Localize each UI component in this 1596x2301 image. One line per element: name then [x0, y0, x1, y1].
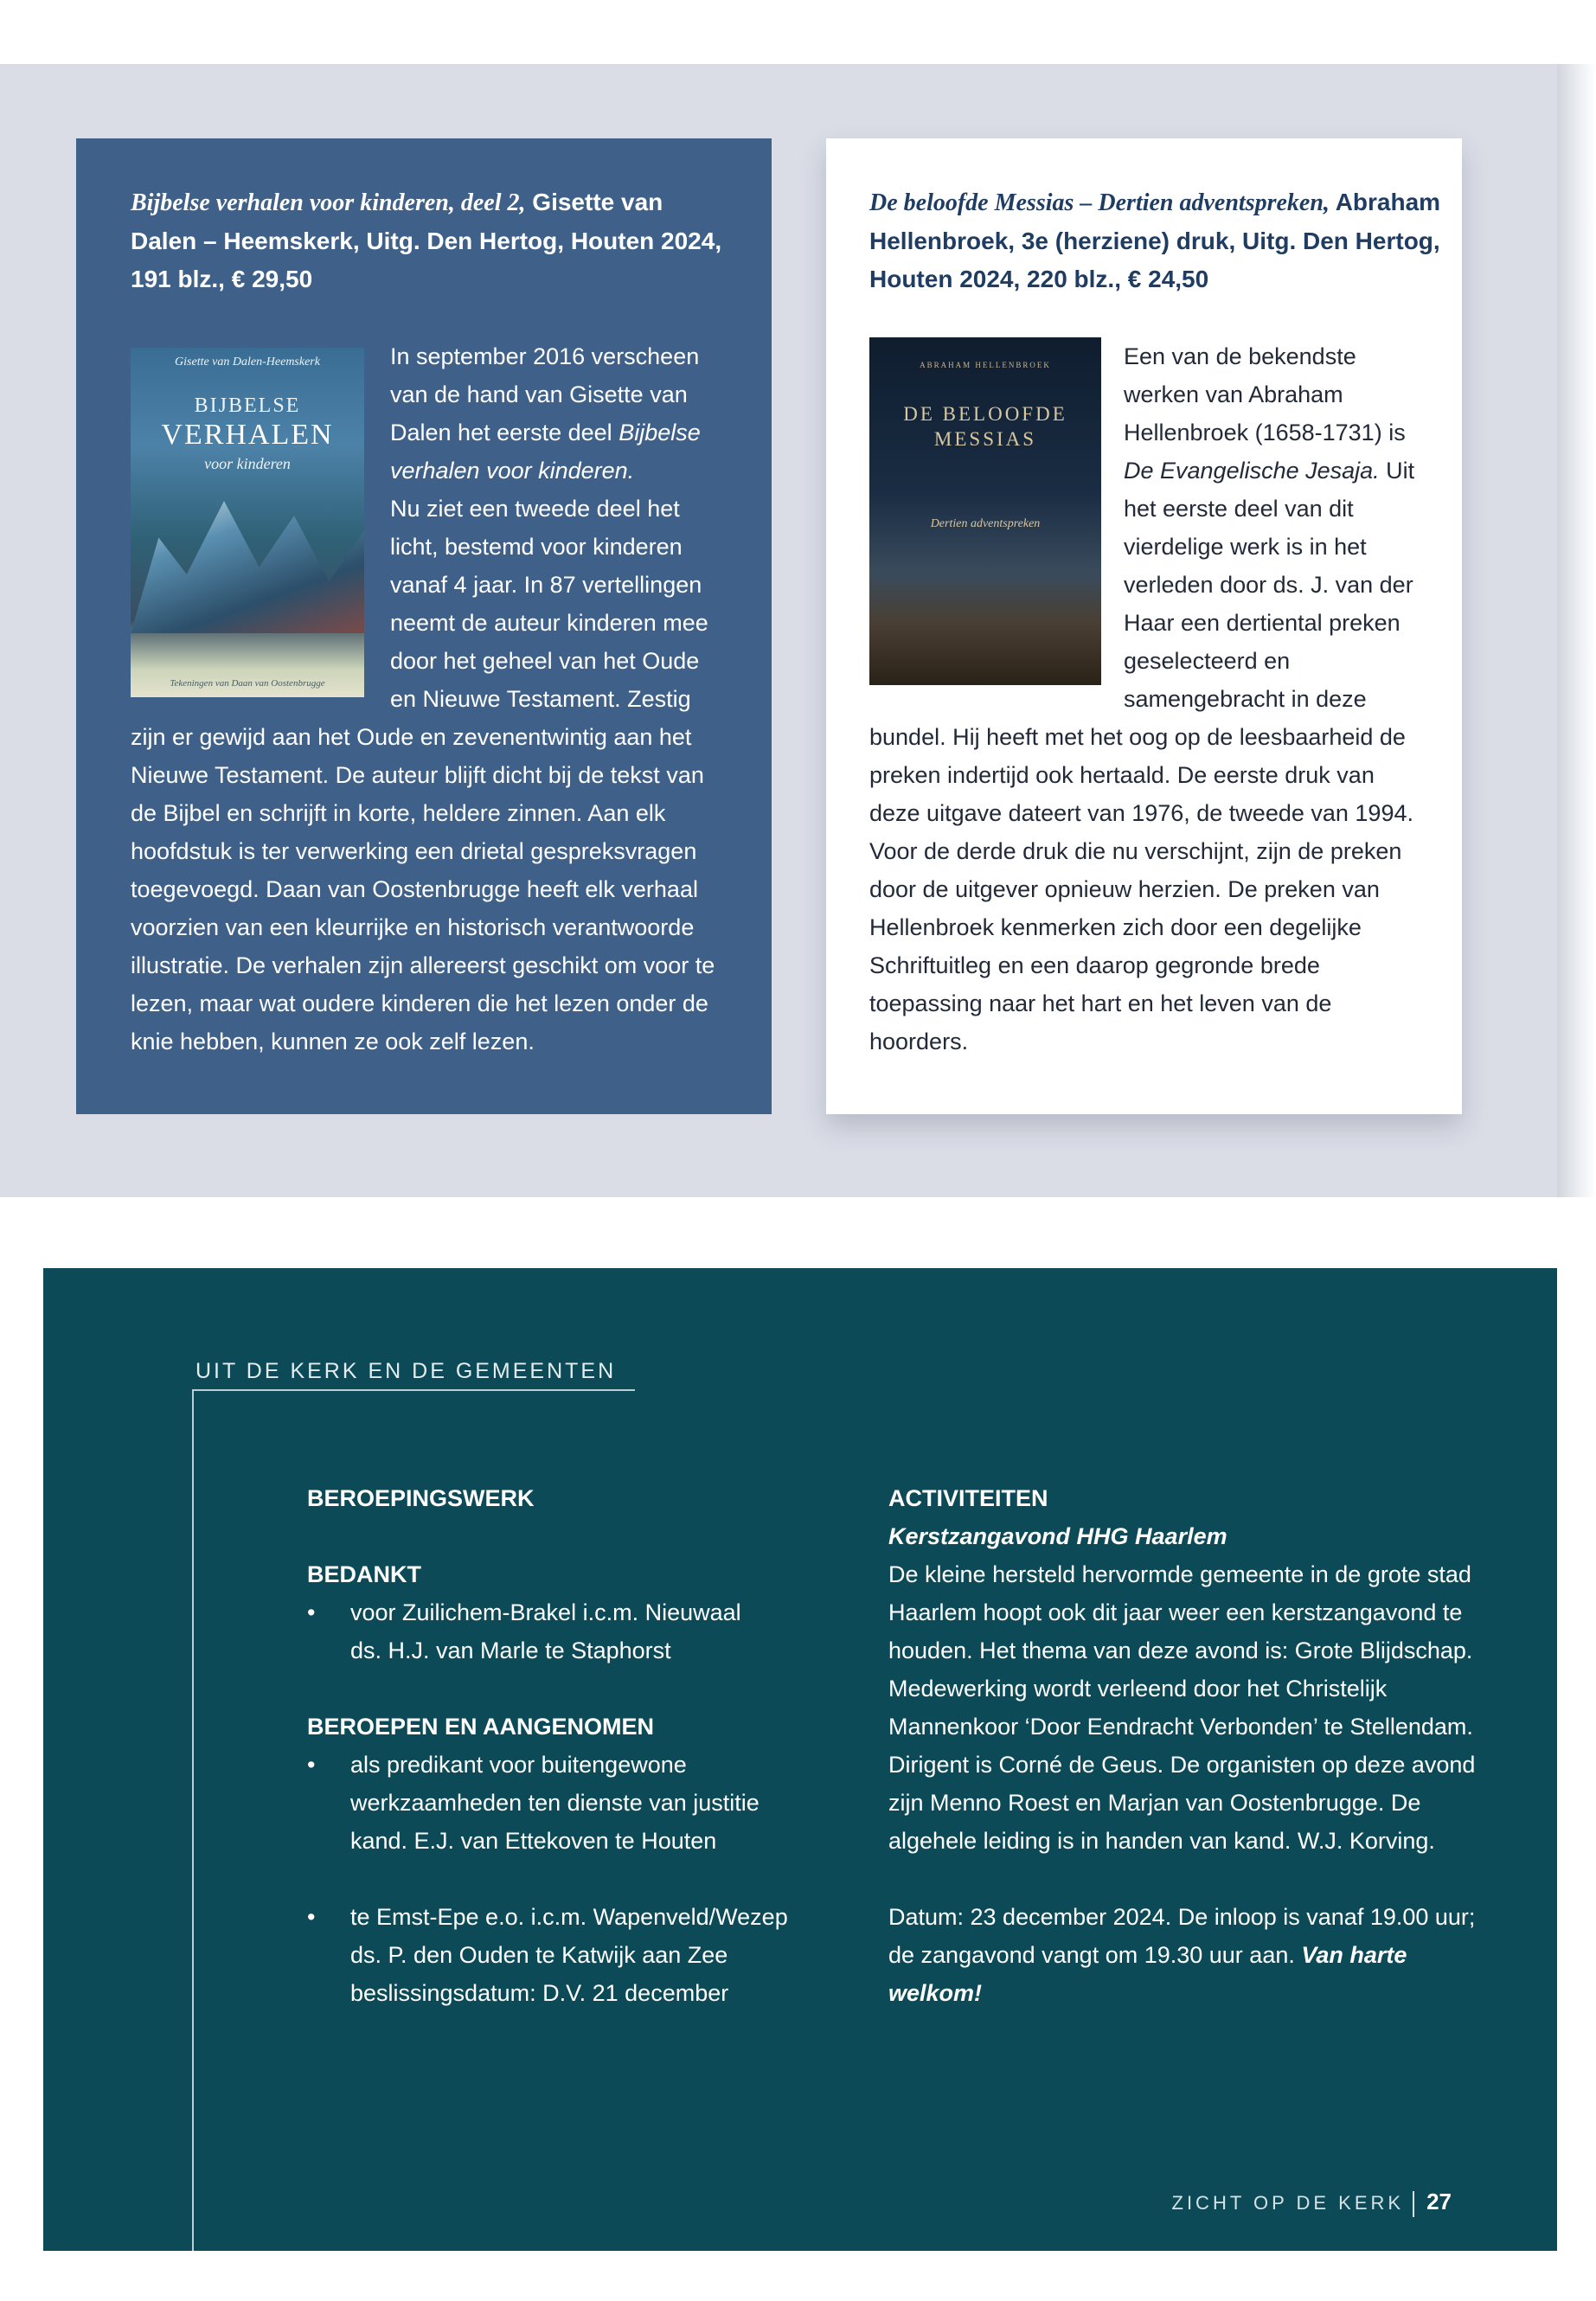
- list-item: • als predikant voor buitengewone werkzaamheden ten dienste van justitie kand. E.J. van Ettekoven te Houten: [307, 1746, 913, 1860]
- cover-author: ABRAHAM HELLENBROEK: [920, 361, 1051, 369]
- list-item-line: voor Zuilichem-Brakel i.c.m. Nieuwaal: [350, 1599, 741, 1625]
- list-item-line: werkzaamheden ten dienste van justitie: [350, 1790, 760, 1816]
- event-title: Kerstzangavond HHG Haarlem: [888, 1523, 1227, 1549]
- review-body: [131, 337, 727, 1061]
- cover-title-line1: BIJBELSE: [194, 394, 301, 417]
- activiteiten-column: [888, 1479, 1477, 2012]
- beroepen-heading: BEROEPEN EN AANGENOMEN: [307, 1714, 655, 1740]
- event-welcome: Van harte welkom!: [888, 1942, 1407, 2006]
- page-fold-shadow: [1557, 64, 1596, 1197]
- activiteiten-heading: ACTIVITEITEN: [888, 1485, 1048, 1511]
- book-title: Bijbelse verhalen voor kinderen, deel 2,: [131, 189, 526, 216]
- page-number: 27: [1426, 2189, 1452, 2214]
- list-item-line: te Emst-Epe e.o. i.c.m. Wapenveld/Wezep: [350, 1904, 788, 1930]
- list-item-line: ds. H.J. van Marle te Staphorst: [350, 1638, 671, 1663]
- list-item: • voor Zuilichem-Brakel i.c.m. Nieuwaal ds. H.J. van Marle te Staphorst: [307, 1593, 913, 1670]
- review-card-beloofde-messias: [826, 138, 1462, 1114]
- list-item-line: als predikant voor buitengewone: [350, 1752, 687, 1778]
- cover-title: DE BELOOFDE MESSIAS: [903, 403, 1067, 450]
- book-cover-image: [131, 348, 364, 697]
- review-text: Een van de bekendste werken van Abraham Hellenbroek (1658-1731) is: [1124, 343, 1406, 445]
- review-text: In september 2016 verscheen van de hand van Gisette van Dalen het eerste deel: [390, 343, 700, 445]
- review-text-continued: Nu ziet een tweede deel het licht, bestemd voor kinderen vanaf 4 jaar. In 87 vertellingen neemt de auteur kinderen mee door het geheel van het Oude en Nieuwe Testament. Zestig zijn er gewijd aan het Oude en zevenentwintig aan het Nieuwe Testament. De auteur blijft dicht bij de tekst van de Bijbel en schrijft in korte, heldere zinnen. Aan elk hoofdstuk is ter verwerking een drietal gespreksvragen toegevoegd. Daan van Oostenbrugge heeft elk verhaal voorzien van een kleurrijke en historisch verantwoorde illustratie. De verhalen zijn allereerst geschikt om voor te lezen, maar wat oudere kinderen die het lezen onder de knie hebben, kunnen ze ook zelf lezen.: [131, 496, 715, 1054]
- footer-divider: [1413, 2191, 1414, 2217]
- book-meta: Gisette van Dalen – Heemskerk, Uitg. Den Hertog, Houten 2024, 191 blz., € 29,50: [131, 189, 722, 292]
- magazine-name: ZICHT OP DE KERK: [1171, 2192, 1405, 2214]
- list-item: • te Emst-Epe e.o. i.c.m. Wapenveld/Wezep ds. P. den Ouden te Katwijk aan Zee beslissingsdatum: D.V. 21 december: [307, 1898, 913, 2012]
- review-text-continued: Uit het eerste deel van dit vierdelige werk is in het verleden door ds. J. van der Haar een dertiental preken geselecteerd en samengebracht in deze bundel. Hij heeft met het oog op de leesbaarheid de preken indertijd ook hertaald. De eerste druk van deze uitgave dateert van 1976, de tweede van 1994. Voor de derde druk die nu verschijnt, zijn de preken door de uitgever opnieuw herzien. De preken van Hellenbroek kenmerken zich door een degelijke Schriftuitleg en een daarop gegronde brede toepassing naar het hart en het leven van de hoorders.: [869, 458, 1415, 1054]
- cover-author: Gisette van Dalen-Heemskerk: [175, 356, 320, 369]
- cover-illustrator: Tekeningen van Daan van Oostenbrugge: [170, 678, 325, 689]
- book-cover-image: [869, 337, 1101, 685]
- cover-title-line2: VERHALEN: [161, 419, 334, 451]
- cover-subtitle: Dertien adventspreken: [930, 517, 1041, 530]
- section-rule-horizontal: [192, 1389, 635, 1391]
- bedankt-heading: BEDANKT: [307, 1561, 421, 1587]
- review-heading: [869, 183, 1458, 298]
- review-card-bijbelse-verhalen: [76, 138, 772, 1114]
- cover-title-line3: voor kinderen: [204, 455, 291, 472]
- event-details: [888, 1898, 1477, 2012]
- review-text-italic: Bijbelse verhalen voor kinderen.: [390, 420, 701, 484]
- section-rule-vertical: [192, 1389, 194, 2251]
- section-title: UIT DE KERK EN DE GEMEENTEN: [195, 1359, 617, 1383]
- beroepingswerk-column: [307, 1479, 913, 2012]
- page-footer: [1172, 2187, 1452, 2218]
- church-news-section: [43, 1268, 1557, 2251]
- review-body: [869, 337, 1423, 1061]
- review-heading: [131, 183, 727, 298]
- review-text-italic: De Evangelische Jesaja.: [1124, 458, 1380, 484]
- list-item-line: beslissingsdatum: D.V. 21 december: [350, 1980, 729, 2006]
- book-meta: Abraham Hellenbroek, 3e (herziene) druk, Uitg. Den Hertog, Houten 2024, 220 blz., € 24,50: [869, 189, 1441, 292]
- event-date-text: Datum: 23 december 2024. De inloop is vanaf 19.00 uur; de zangavond vangt om 19.30 uur aan.: [888, 1904, 1476, 1968]
- beroepingswerk-heading: BEROEPINGSWERK: [307, 1485, 535, 1511]
- list-item-line: kand. E.J. van Ettekoven te Houten: [350, 1828, 717, 1854]
- cover-illustration: [131, 486, 364, 633]
- book-title: De beloofde Messias – Dertien adventspreken,: [869, 189, 1330, 216]
- event-description: De kleine hersteld hervormde gemeente in de grote stad Haarlem hoopt ook dit jaar weer een kerstzangavond te houden. Het thema van deze avond is: Grote Blijdschap. Medewerking wordt verleend door het Christelijk Mannenkoor ‘Door Eendracht Verbonden’ te Stellendam. Dirigent is Corné de Geus. De organisten op deze avond zijn Menno Roest en Marjan van Oostenbrugge. De algehele leiding is in handen van kand. W.J. Korving.: [888, 1561, 1476, 1854]
- list-item-line: ds. P. den Ouden te Katwijk aan Zee: [350, 1942, 728, 1968]
